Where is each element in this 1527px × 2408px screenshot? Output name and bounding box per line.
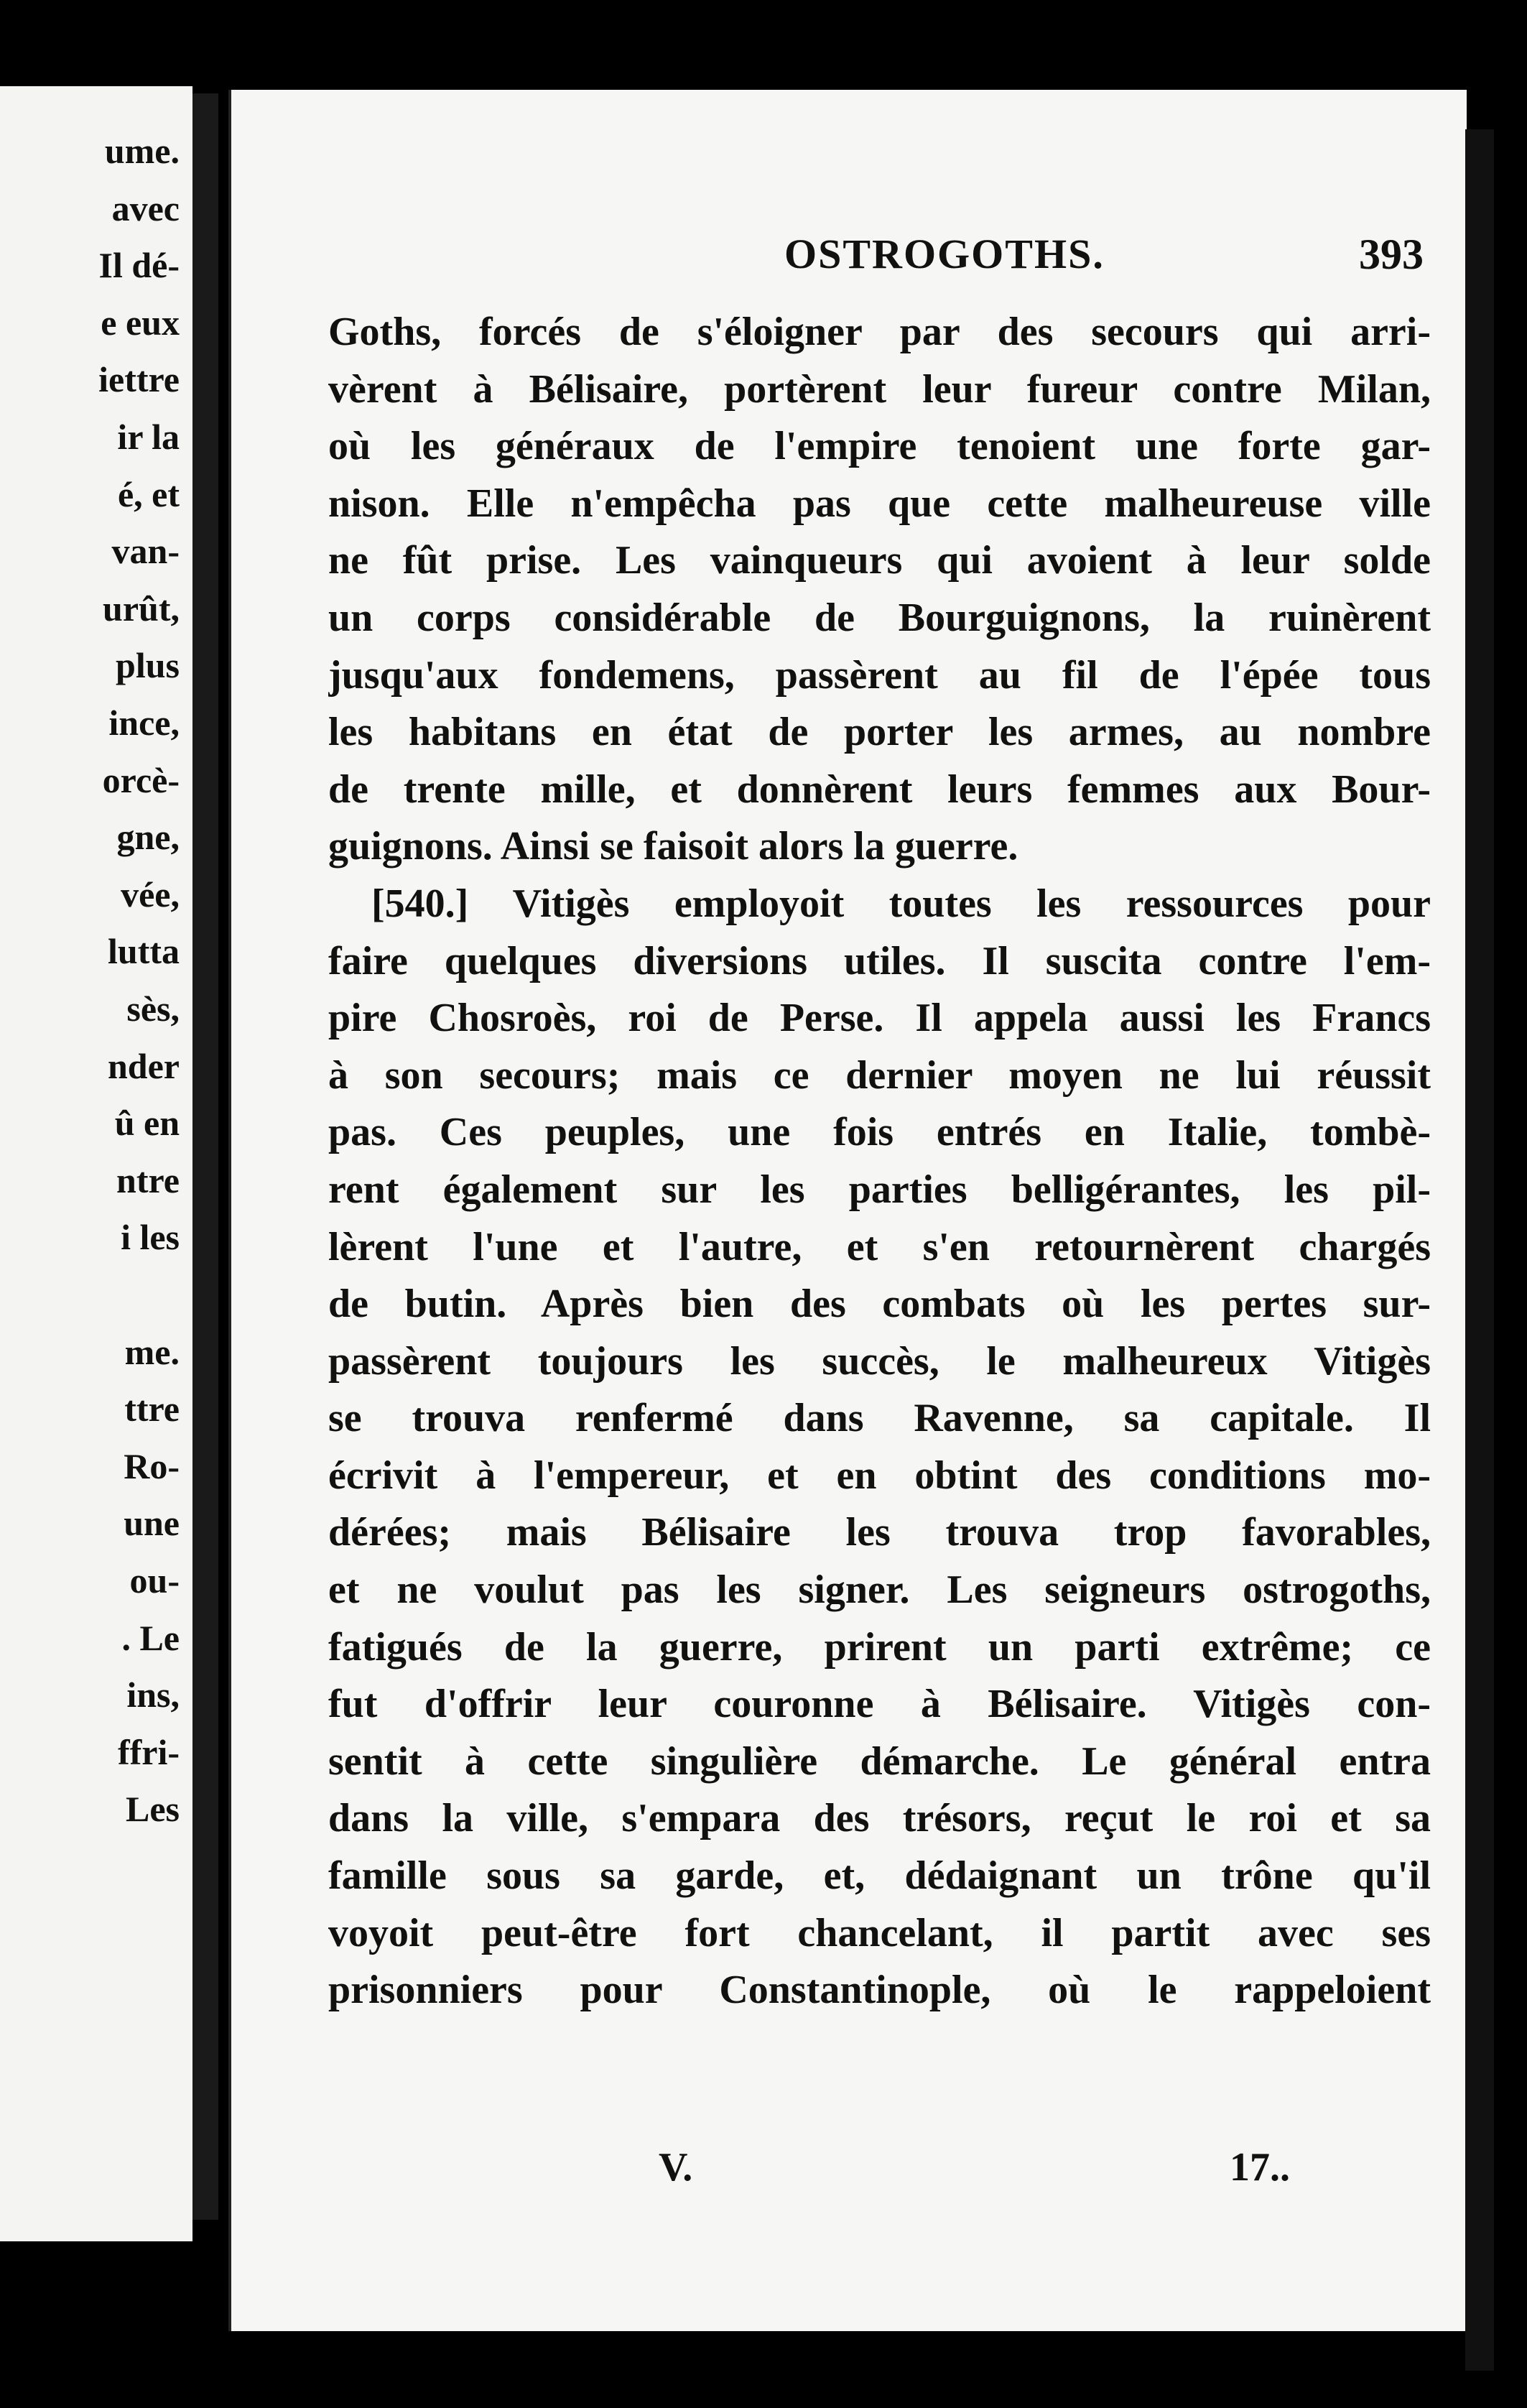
text-line: ne fût prise. Les vainqueurs qui avoient à leur solde xyxy=(328,538,1431,583)
book-gutter xyxy=(192,93,218,2220)
text-line: sentit à cette singulière démarche. Le général entra xyxy=(328,1738,1431,1784)
page-title: OSTROGOTHS. xyxy=(784,231,1105,277)
left-page-line: ins, xyxy=(126,1675,180,1715)
left-page-line: nder xyxy=(108,1045,180,1086)
left-page-line: û en xyxy=(114,1103,180,1144)
text-line: nison. Elle n'empêcha pas que cette malheureuse ville xyxy=(328,481,1431,526)
text-line: un corps considérable de Bourguignons, la ruinèrent xyxy=(328,595,1431,640)
left-page-line: urût, xyxy=(103,588,180,629)
running-head xyxy=(332,230,1424,302)
left-page-line: van- xyxy=(111,531,180,572)
body-text xyxy=(328,304,1431,2019)
text-line: dérées; mais Bélisaire les trouva trop favorables, xyxy=(328,1510,1431,1555)
text-line: passèrent toujours les succès, le malheureux Vitigès xyxy=(328,1338,1431,1384)
left-page-line: ir la xyxy=(117,417,180,457)
left-page-line: e eux xyxy=(101,302,180,343)
left-page-line: plus xyxy=(116,645,180,686)
main-page xyxy=(228,90,1467,2331)
text-line: famille sous sa garde, et, dédaignant un trône qu'il xyxy=(328,1853,1431,1899)
text-line: et ne voulut pas les signer. Les seigneurs ostrogoths, xyxy=(328,1567,1431,1613)
left-page-line: sès, xyxy=(126,988,180,1029)
text-line: dans la ville, s'empara des trésors, reçut le roi et sa xyxy=(328,1796,1431,1841)
text-line: pas. Ces peuples, une fois entrés en Italie, tombè- xyxy=(328,1110,1431,1155)
text-line: jusqu'aux fondemens, passèrent au fil de l'épée tous xyxy=(328,652,1431,698)
text-line: faire quelques diversions utiles. Il suscita contre l'em- xyxy=(328,938,1431,983)
left-page-line: vée, xyxy=(121,874,180,914)
left-page-line: me. xyxy=(124,1331,180,1372)
text-line: prisonniers pour Constantinople, où le rappeloient xyxy=(328,1968,1431,2013)
signature-mark-left: V. xyxy=(659,2145,693,2190)
left-page-line: ou- xyxy=(129,1560,180,1601)
left-page-line: Il dé- xyxy=(98,245,180,286)
left-page-line: iettre xyxy=(98,359,180,400)
left-page-line: ffri- xyxy=(117,1731,180,1772)
text-line: à son secours; mais ce dernier moyen ne lui réussit xyxy=(328,1052,1431,1098)
text-line: pire Chosroès, roi de Perse. Il appela aussi les Francs xyxy=(328,996,1431,1041)
page-edge-shadow xyxy=(1465,129,1494,2371)
left-page-line: Ro- xyxy=(124,1445,180,1486)
left-page-line: lutta xyxy=(108,931,180,972)
text-line: se trouva renfermé dans Ravenne, sa capitale. Il xyxy=(328,1396,1431,1441)
text-line: rent également sur les parties belligérantes, les pil- xyxy=(328,1167,1431,1212)
text-line: où les généraux de l'empire tenoient une forte gar- xyxy=(328,424,1431,469)
text-line: de butin. Après bien des combats où les pertes sur- xyxy=(328,1282,1431,1327)
text-line: Goths, forcés de s'éloigner par des secours qui arri- xyxy=(328,310,1431,354)
text-line: les habitans en état de porter les armes, au nombre xyxy=(328,710,1431,755)
left-facing-page xyxy=(0,86,192,2241)
left-page-line: orcè- xyxy=(102,759,180,800)
left-page-line: ntre xyxy=(116,1159,180,1200)
text-line: voyoit peut-être fort chancelant, il partit avec ses xyxy=(328,1910,1431,1955)
left-page-line: avec xyxy=(111,187,180,228)
text-line: fatigués de la guerre, prirent un parti extrême; ce xyxy=(328,1624,1431,1670)
text-line: vèrent à Bélisaire, portèrent leur fureur contre Milan, xyxy=(328,366,1431,412)
left-page-line: i les xyxy=(121,1217,180,1258)
left-page-line: une xyxy=(124,1503,180,1544)
page-number: 393 xyxy=(1359,231,1424,278)
text-line: [540.] Vitigès employoit toutes les ressources pour xyxy=(371,881,1431,926)
text-line: lèrent l'une et l'autre, et s'en retournèrent chargés xyxy=(328,1224,1431,1269)
signature-mark-right: 17.. xyxy=(1230,2145,1290,2190)
page-footer xyxy=(328,2144,1431,2202)
left-page-line: . Le xyxy=(121,1617,180,1658)
text-line: fut d'offrir leur couronne à Bélisaire. Vitigès con- xyxy=(328,1682,1431,1727)
text-line: écrivit à l'empereur, et en obtint des conditions mo- xyxy=(328,1453,1431,1498)
left-page-line: ume. xyxy=(104,131,180,171)
left-page-line: é, et xyxy=(117,473,180,514)
left-page-line: ince, xyxy=(108,703,180,743)
text-line: de trente mille, et donnèrent leurs femmes aux Bour- xyxy=(328,767,1431,812)
left-page-line: gne, xyxy=(116,817,180,858)
left-page-line: ttre xyxy=(124,1389,180,1430)
left-page-line: Les xyxy=(126,1789,180,1830)
text-line: guignons. Ainsi se faisoit alors la guerre. xyxy=(328,824,1018,869)
